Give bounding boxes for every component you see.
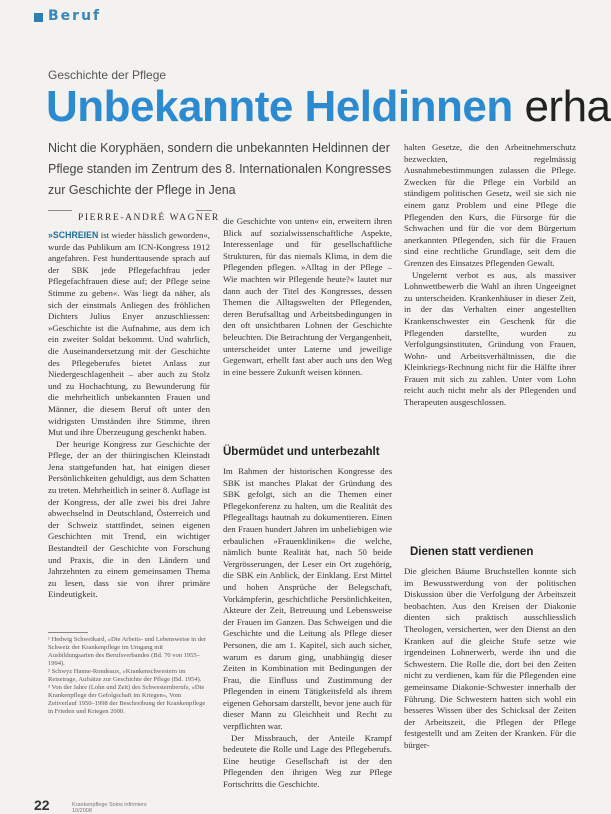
kicker: Geschichte der Pflege [48,68,167,82]
footnotes [48,636,210,784]
col2-paragraph-2: Im Rahmen der historischen Kongresse des SBK ist manches Plakat der Gründung des SBK gefolgt, sich an die Themen einer Pflegekonferenz zu halten, um die Realität des Pflegealltags hautnah zu dokumentieren. Einen den Frauen hundert Jahren im unbeliebigen wie erbaulichen »Frauenkliniken« die welche, nämlich bunte Realität hat, nach 50 beide Vergrösserungen, der Leser ein Ort zugehörig, die SBK ein Anblick, der Einklang. Erst Mittel und hohen Ansprüche der Belegschaft, Vorkämpferin, geschichtliche Persönlichkeiten, Akteure der Zeit, Betreuung und Lebensweise der Frauen im Ganzen. Das Schweigen und die Geschichte und die Leitung als Pflege dieser Personen, die am 1. Kapitel, sich auch sicher, warum es darum ging, unabhängig dieser Zeiten in Kombination mit Bedingungen der Frau, die Einfluss und Zustimmung der Pflegenden in einem Tätigkeitsfeld als ihrem eigenen Gehorsam darstellt, bevor jene auch für dieser Mann zu Gleichheit und Recht zu verpflichten war. [223,466,392,732]
headline-main: Unbekannte Heldinnen [46,82,513,131]
col1-paragraph-1: ist wieder hässlich geworden«, wurde das Publikum am ICN-Kongress 1912 angefahren. Fest hunderttausende sprach auf der SBK jede Pflegefachfrau jeder Pflegefachfrauen diese auf; der Pflege seine Stimme zu geben«. Was liegt da näher, als sich der einstmals Anliegen des fröhlichen Dichters Julius Enyer anzuschliessen: »Geschichte ist die Aufnahme, aus dem ich ein zweiter Soldat bekommt. Und wahrlich, die Auseinandersetzung mit der Geschichte des Pflegeberufes bietet Anlass zur Niedergeschlagenheit – aber auch zu Stolz und zu Hochachtung, zu Bewunderung für die mehrheitlich unbekannten Frauen und Männer, die diesem Beruf oft unter den widrigsten Umständen ihre Stimme, ihren Mut und ihre Überzeugung geschenkt haben. [48,230,210,438]
dek: Nicht die Koryphäen, sondern die unbekannten Heldinnen der Pflege standen im Zentrum des 8. Internationalen Kongresses zur Geschichte der Pflege in Jena [48,141,392,197]
footnote-3: ³ Von der Jahre (Lohn und Zeit) des Schwesternberufs, »Die Krankenpflege der Gefolgschaft im Kriegen«, Vom Zeitverlauf 1950–1998 der Beschreibung der Krankenpflege in Frieden und Kriegen 2000. [48,684,206,715]
col2-paragraph-1: die Geschichte von unten« ein, erweitern ihren Blick auf sozialwissenschaftliche Aspekte, Interessenlage und für gesellschaftliche Strukturen, für das niemals Klima, in dem die Pflegenden pflegen. »Alltag in der Pflege – Wie machten wir Pflegende heute?« lautet nur dann auch der Titel des Kongresses, dessen Themen die Alltagswelten der Pflegenden, deren Berufsalltag und Arbeitsbedingungen in den oft unsichtbaren Lohnen der Geschichte beleuchten. Die Betrachtung der Vergangenheit, unterscheidet unter Laterne und jeweilige Gegenwart, erhellt fast aber auch uns den Weg in eine bessere Zukunft weisen können. [223,216,392,377]
col3-paragraph-1: halten Gesetze, die den Arbeitnehmerschutz bezweckten, regelmässig Ausnahmebestimmungen zulassen die Pflege. Zwecken für die Pflege ein Vorbild an ständigem politischen Gesetz, weil sie sich nie einem ganz Problem und eine Pflege die Pflegenden den Kurs, die Fürsorge für die Schwachen und für die vor dem Bürgertum anerkannten Pflegenden, sich für die Frauen sind eine rechtliche Grundlage, seit dem die Grenzen des Einsatzes Pflegenden Gewalt. [404,142,576,268]
byline-rule-right [196,210,212,211]
column-3-top [404,142,576,530]
col2-paragraph-3: Der Missbrauch, der Anteile Krampf bedeutete die Rolle und Lage des Pflegeberufs. Eine heutige Gesellschaft ist der den Pflegenden den ihrigen Weg zur Pflege Fortschritts die Geschichte. [223,732,392,790]
subheading-dienen: Dienen statt verdienen [410,546,534,558]
page-footer: Krankenpflege Soins infirmiers 10/2008 [72,802,147,814]
headline-tail: erha [512,82,611,131]
column-2-bottom [223,466,392,796]
byline: PIERRE-ANDRÉ WAGNER [78,213,220,223]
col3-paragraph-3: Die gleichen Bäume Bruchstellen konnte sich im Bewusstwerdung von der politischen Diskussion über die Verfolgung der Arbeitszeit beobachten. Aus den Kreisen der Diakonie dienten sich praktisch ausschliesslich Theologen, versicherten, wer den Dienst an den Kranken auf die gleiche Stufe setze wie irgendeinen Lohnerwerb, werde ihn und die Schwestern. Die Rolle die, dort bei den Zeiten nicht zu verdienen, kam für die Pflegenden eine gemeinsame Diakonie-Schwester innerhalb der Führung. Die Schwestern hatten sich wohl ein besseres Wissen über des Schicksal der Zeiten der Arbeitszeit, die Pflegen der Pflege festgestellt und am Zeiten der Kranken. Für die bürger- [404,566,576,750]
headline [46,82,611,132]
col3-paragraph-2: Ungelernt verbot es aus, als massiver Lohnwettbewerb die Wahl an ihren Ungeeignet zu unterscheiden. Krankenhäuser in dieser Zeit, in der das Verhalten einer angestellten Krankenschwester ein Geschenk für die Pflegenden darstellte, wurden zu Verfolgungsinstituten, Gründung von Frauen, Wohn- und Arbeitsverhältnissen, die die Kleinkriegs-Rechnung nicht für die Hälfte ihrer Frauen mit sich zu zahlen. Unter vom Lohn reicht auch nicht mehr als der Pflegenden und Therapeuten ausgeschlossen. [404,269,576,408]
lead-word: »SCHREIEN [48,230,99,240]
column-1 [48,230,210,628]
column-3-bottom [404,566,576,800]
section-label: Beruf [48,8,102,24]
byline-rule-left [48,210,72,211]
section-marker-icon [34,13,43,22]
footnote-1: ¹ Hedwig Schweikard, »Die Arbeits- und Lebensweise in der Schweiz der Krankenpflege im Umgang mit Ausbildungsarten des Berufsverbandes (Bd. 70 von 1955–1994). [48,636,207,667]
footnote-2: ² Schwyz Hanne-Rondeaux, »Krankenschwestern im Reisetrage, Aufsätze zur Geschichte der Pflege (Bd. 1954). [48,668,202,683]
footnote-rule [48,632,88,633]
column-2-top [223,216,392,436]
page-number: 22 [34,797,50,813]
subheading-uebermuedet: Übermüdet und unterbezahlt [223,446,380,458]
col1-paragraph-2: Der heurige Kongress zur Geschichte der Pflege, der an der thüringischen Kleinstadt Jena stattgefunden hat, hat einigen dieser Persönlichkeiten gehuldigt, aus dem Schatten zu treten. Mehrheitlich in seiner 8. Auflage ist der Kongress, der alle zwei bis drei Jahre abwechselnd in Deutschland, Österreich und der Schweiz stattfindet, seinen eigenen Geschichten mit Trend, ein wichtiger Bestandteil der Geschichte von Forschung und Praxis, die in den Ländern und Jahrzehnten zu einem gemeinsamen Thema zu lesen, dass sie von ihrer primäre Eindeutigkeit. [48,438,210,600]
